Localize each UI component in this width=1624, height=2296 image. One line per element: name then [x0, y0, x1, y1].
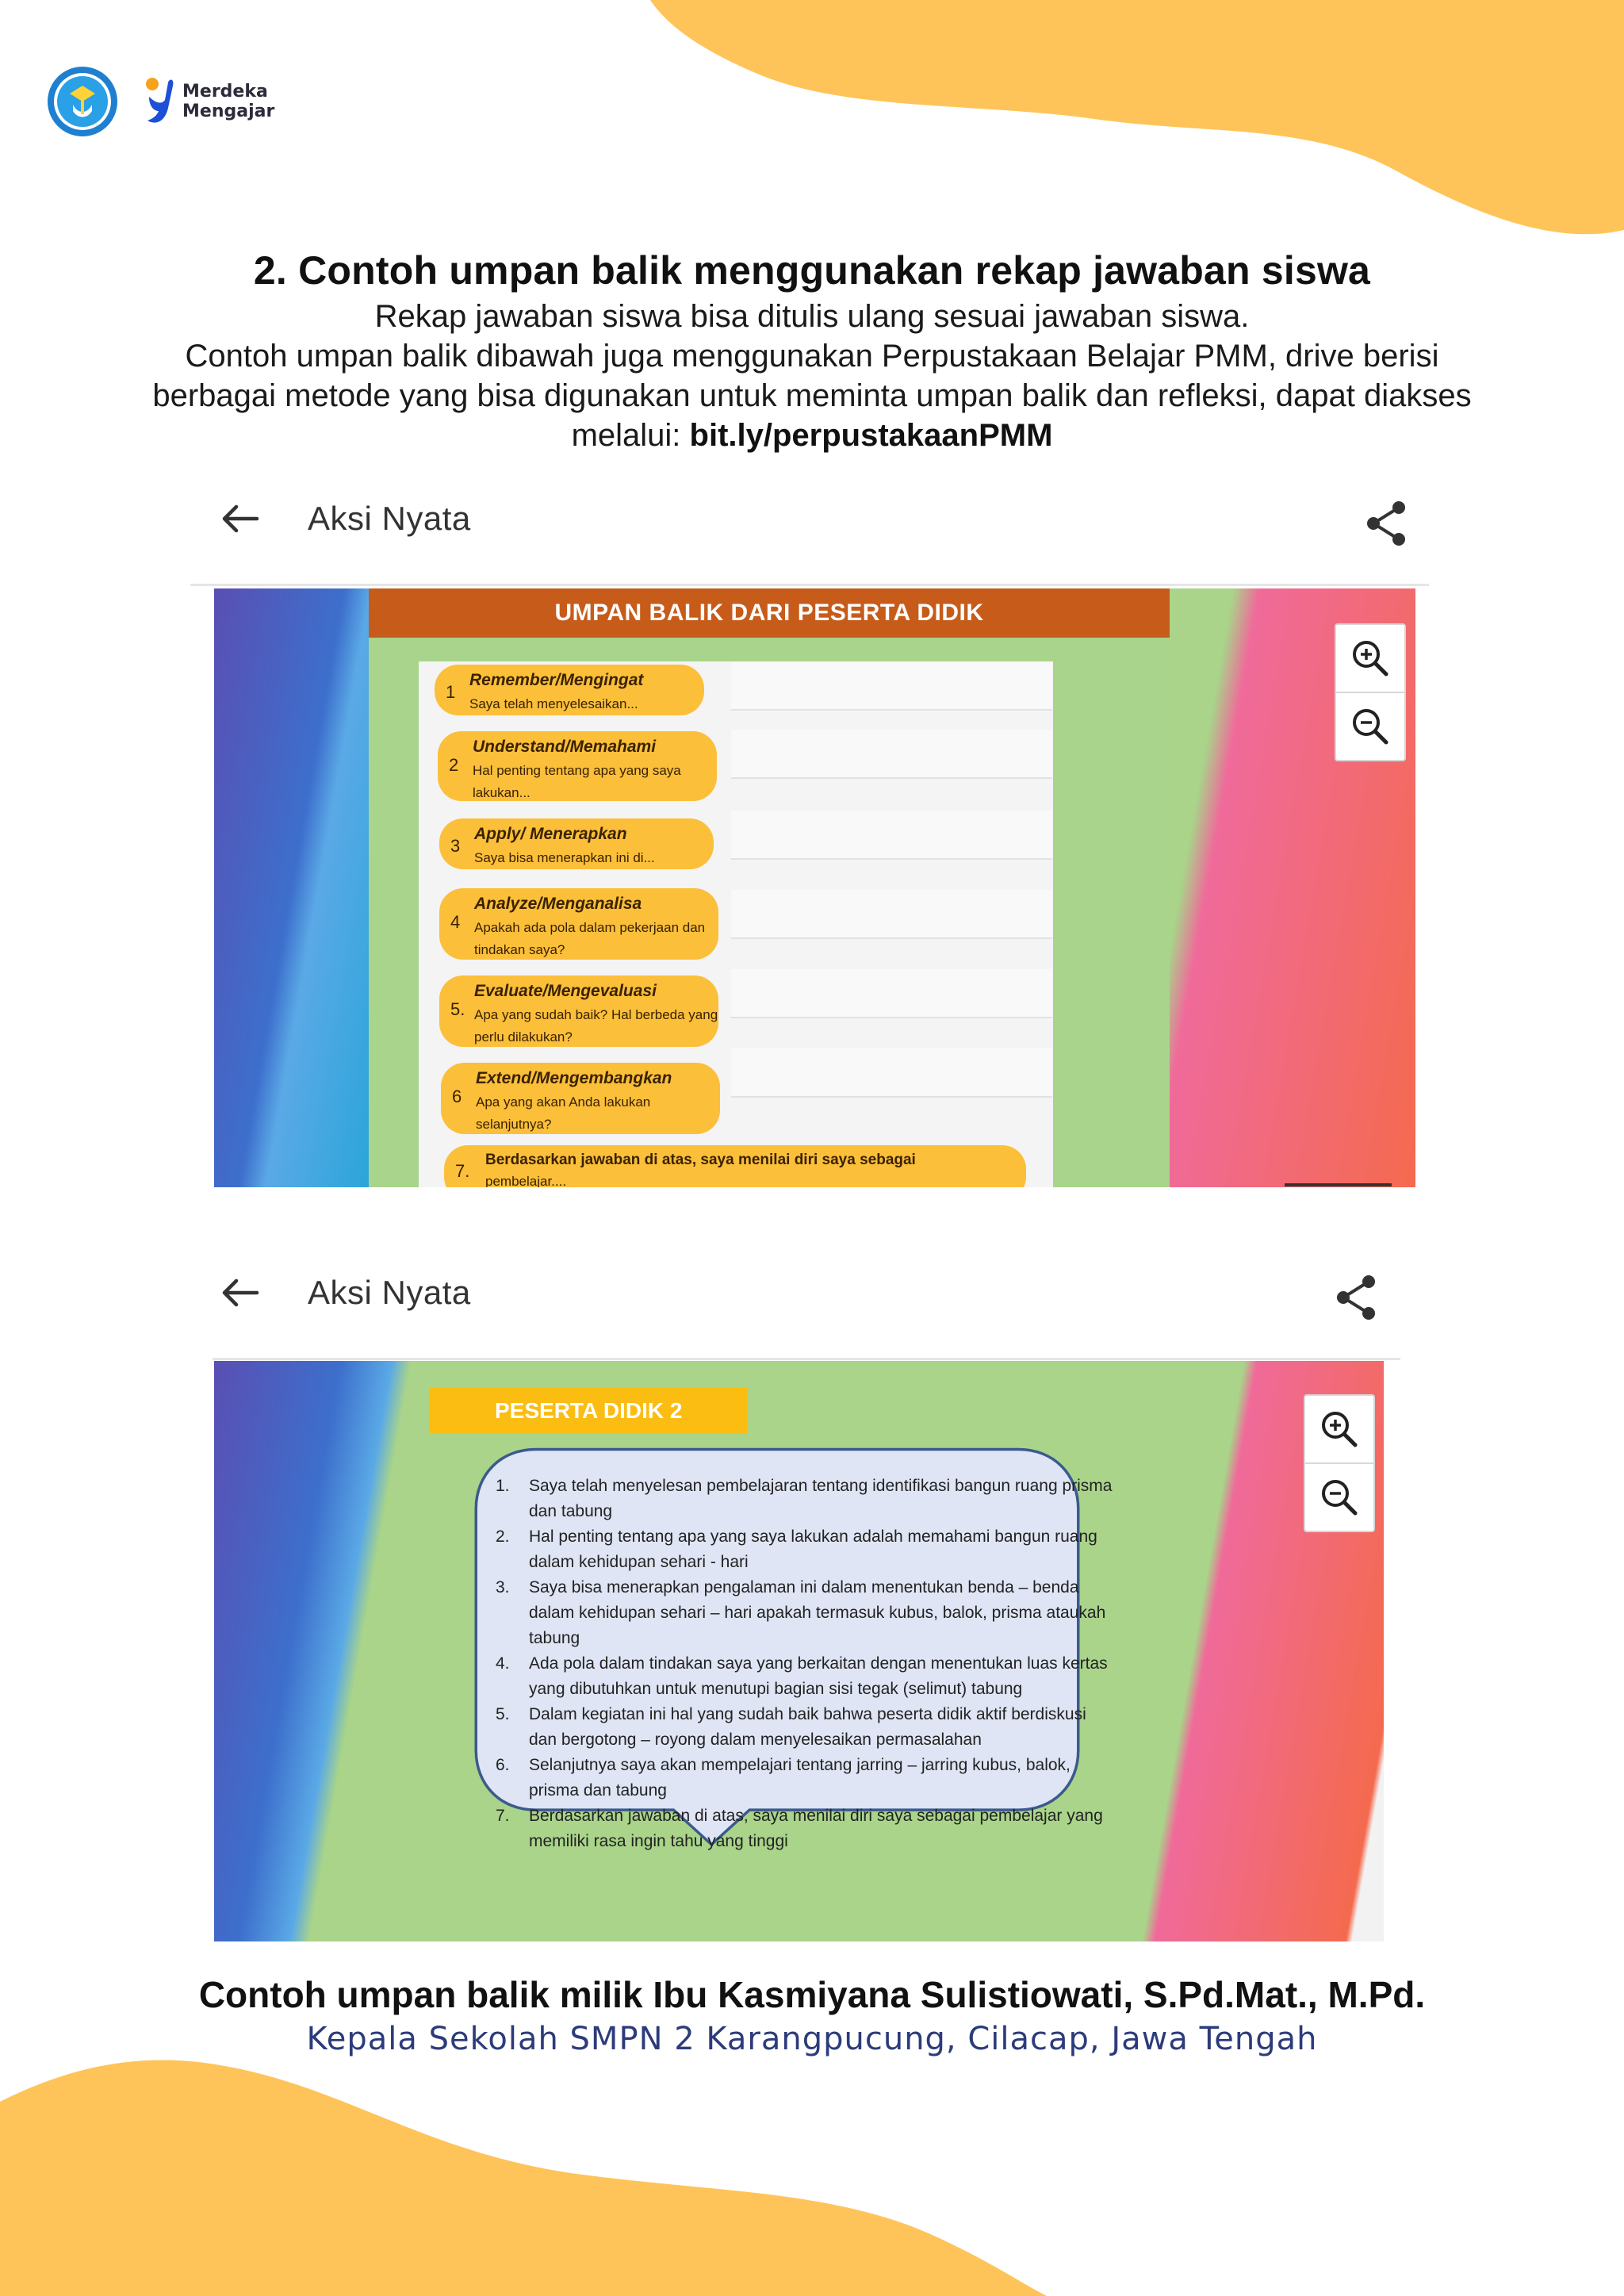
intro-prefix: melalui:: [571, 418, 690, 453]
reflection-item: [444, 1145, 1026, 1187]
slide-banner: UMPAN BALIK DARI PESERTA DIDIK: [369, 588, 1170, 638]
header-divider-1: [190, 584, 1429, 586]
merdeka-mengajar-icon: [144, 76, 176, 127]
decorative-blob-top: [650, 0, 1624, 238]
item-number: 2: [449, 755, 459, 775]
list-item: [496, 1803, 1114, 1854]
student-badge: PESERTA DIDIK 2: [430, 1388, 747, 1434]
item-text: Apa yang akan Anda lakukan selanjutnya?: [476, 1094, 651, 1132]
list-item: [496, 1575, 1114, 1651]
item-text: Saya telah menyelesan pembelajaran tentang identifikasi bangun ruang prisma dan tabung: [529, 1477, 1113, 1520]
item-heading: Extend/Mengembangkan: [476, 1069, 672, 1087]
credit-role: Kepala Sekolah SMPN 2 Karangpucung, Cilacap, Jawa Tengah: [306, 2021, 1318, 2057]
item-number: 3: [450, 836, 461, 856]
reflection-item: [435, 665, 704, 715]
brand-name-line1: Merdeka: [182, 82, 268, 102]
back-arrow-icon[interactable]: [220, 1277, 260, 1309]
intro-text: [0, 297, 1624, 455]
item-number: 7.: [496, 1807, 510, 1825]
app-header-1: [220, 500, 471, 538]
reflection-item: [438, 731, 717, 801]
slide-viewer-1[interactable]: [214, 588, 1415, 1187]
zoom-out-button[interactable]: [1336, 692, 1404, 760]
item-heading: Evaluate/Mengevaluasi: [474, 982, 657, 1000]
zoom-in-icon: [1350, 638, 1391, 679]
list-item: [496, 1651, 1114, 1702]
intro-line-3: berbagai metode yang bisa digunakan untuk meminta umpan balik dan refleksi, dapat diakses: [152, 378, 1472, 413]
back-arrow-icon[interactable]: [220, 503, 260, 535]
item-number: 4: [450, 912, 461, 932]
item-text: Saya telah menyelesaikan...: [469, 696, 638, 711]
item-heading: Berdasarkan jawaban di atas, saya menilai diri saya sebagai: [485, 1152, 916, 1168]
item-text: pembelajar....: [485, 1174, 567, 1187]
app-title: Aksi Nyata: [308, 1274, 471, 1311]
page-title: 2. Contoh umpan balik menggunakan rekap jawaban siswa: [253, 248, 1371, 293]
item-number: 1: [446, 682, 456, 702]
item-number: 5.: [450, 999, 465, 1019]
item-number: 1.: [496, 1477, 510, 1495]
answer-row: [731, 811, 1052, 860]
zoom-out-button[interactable]: [1305, 1462, 1373, 1531]
item-text: Hal penting tentang apa yang saya lakukan adalah memahami bangun ruang dalam kehidupan sehari - hari: [529, 1527, 1097, 1571]
app-header-2: [220, 1274, 471, 1312]
brand-name-line2: Mengajar: [182, 102, 275, 121]
zoom-controls-2: [1304, 1394, 1375, 1532]
item-number: 2.: [496, 1527, 510, 1546]
item-number: 6.: [496, 1756, 510, 1774]
share-icon[interactable]: [1364, 500, 1408, 547]
item-number: 3.: [496, 1578, 510, 1596]
item-number: 5.: [496, 1705, 510, 1723]
zoom-in-icon: [1319, 1409, 1360, 1450]
zoom-controls-1: [1335, 623, 1406, 761]
tut-wuri-handayani-logo: [46, 65, 119, 138]
reflection-item: [439, 818, 714, 869]
reflection-item: [441, 1063, 720, 1134]
header-divider-2: [213, 1358, 1400, 1360]
library-link[interactable]: bit.ly/perpustakaanPMM: [689, 418, 1053, 453]
list-item: [496, 1524, 1114, 1575]
answer-row: [731, 1048, 1052, 1098]
list-item: [496, 1474, 1114, 1524]
item-text: Berdasarkan jawaban di atas, saya menilai diri saya sebagai pembelajar yang memiliki rasa ingin tahu yang tinggi: [529, 1807, 1103, 1850]
item-text: Dalam kegiatan ini hal yang sudah baik bahwa peserta didik aktif berdiskusi dan bergotong – royong dalam menyelesaikan permasalahan: [529, 1705, 1086, 1749]
item-number: 6: [452, 1087, 462, 1106]
decorative-blob-bottom: [0, 2054, 1047, 2296]
answer-row: [731, 661, 1052, 711]
zoom-in-button[interactable]: [1305, 1396, 1373, 1462]
credit-name: Contoh umpan balik milik Ibu Kasmiyana Sulistiowati, S.Pd.Mat., M.Pd.: [198, 1974, 1426, 2015]
item-number: 4.: [496, 1654, 510, 1673]
item-text: Apakah ada pola dalam pekerjaan dan tindakan saya?: [474, 920, 706, 957]
list-item: [496, 1702, 1114, 1753]
intro-line-2: Contoh umpan balik dibawah juga menggunakan Perpustakaan Belajar PMM, drive berisi: [185, 339, 1439, 374]
item-heading: Apply/ Menerapkan: [474, 825, 627, 843]
zoom-out-icon: [1350, 706, 1391, 747]
logo-row: [46, 65, 274, 138]
zoom-in-button[interactable]: [1336, 625, 1404, 692]
reflection-item: [439, 976, 718, 1047]
list-item: [496, 1753, 1114, 1803]
item-text: Selanjutnya saya akan mempelajari tentang jarring – jarring kubus, balok, prisma dan tabung: [529, 1756, 1071, 1800]
answer-row: [731, 890, 1052, 939]
share-icon[interactable]: [1334, 1274, 1378, 1321]
item-text: Hal penting tentang apa yang saya lakukan...: [473, 763, 681, 800]
slide-viewer-2[interactable]: [214, 1361, 1384, 1941]
item-text: Saya bisa menerapkan ini di...: [474, 850, 655, 865]
item-text: Apa yang sudah baik? Hal berbeda yang perlu dilakukan?: [474, 1007, 718, 1045]
scroll-indicator: [1285, 1183, 1392, 1186]
reflection-list: [496, 1474, 1114, 1854]
item-heading: Analyze/Menganalisa: [474, 895, 642, 913]
item-text: Ada pola dalam tindakan saya yang berkaitan dengan menentukan luas kertas yang dibutuhkan untuk menutupi bagian sisi tegak (selimut) tabung: [529, 1654, 1108, 1698]
item-number: 7.: [455, 1161, 470, 1181]
app-title: Aksi Nyata: [308, 500, 471, 537]
intro-line-1: Rekap jawaban siswa bisa ditulis ulang sesuai jawaban siswa.: [374, 299, 1250, 334]
merdeka-mengajar-logo: [144, 76, 274, 127]
intro-line-4: [0, 416, 1624, 455]
answer-row: [731, 969, 1052, 1018]
reflection-item: [439, 888, 718, 960]
zoom-out-icon: [1319, 1477, 1360, 1518]
item-heading: Remember/Mengingat: [469, 671, 644, 689]
item-heading: Understand/Memahami: [473, 738, 657, 756]
answer-row: [731, 730, 1052, 779]
item-text: Saya bisa menerapkan pengalaman ini dalam menentukan benda – benda dalam kehidupan sehari – hari apakah termasuk kubus, balok, prisma ataukah tabung: [529, 1578, 1106, 1647]
